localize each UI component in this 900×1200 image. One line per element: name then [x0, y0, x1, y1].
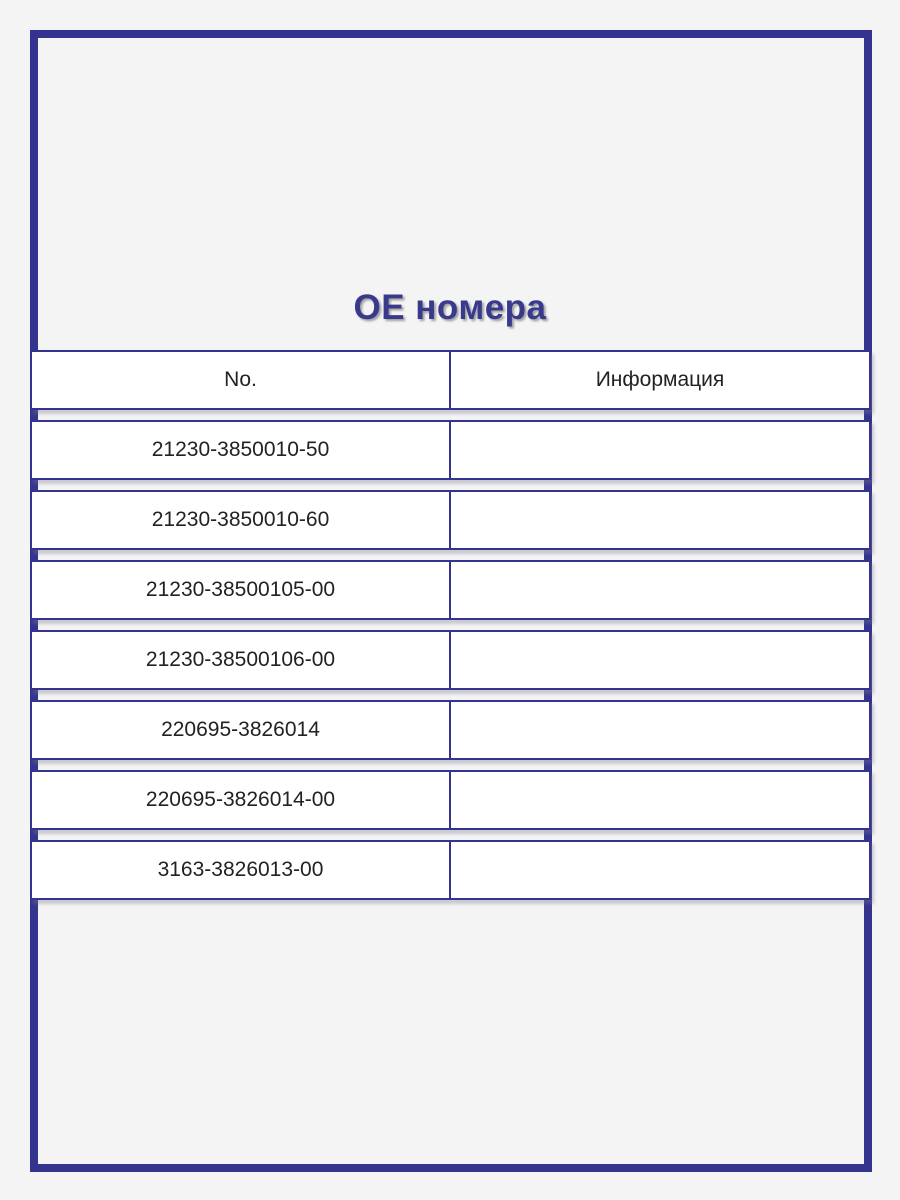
- page-title: OE номера: [353, 288, 547, 327]
- table-row: [30, 770, 871, 830]
- info-cell: [451, 772, 869, 828]
- header-info: Информация: [451, 352, 869, 408]
- oe-number-cell: 21230-3850010-50: [32, 422, 451, 478]
- oe-number-cell: 21230-38500105-00: [32, 562, 451, 618]
- info-cell: [451, 842, 869, 898]
- oe-number-cell: 21230-38500106-00: [32, 632, 451, 688]
- table-row: [30, 840, 871, 900]
- info-cell: [451, 562, 869, 618]
- header-no: No.: [32, 352, 451, 408]
- oe-number-cell: 3163-3826013-00: [32, 842, 451, 898]
- table-row: [30, 560, 871, 620]
- table-row: [30, 630, 871, 690]
- table-row: [30, 490, 871, 550]
- oe-number-cell: 21230-3850010-60: [32, 492, 451, 548]
- info-cell: [451, 702, 869, 758]
- oe-number-cell: 220695-3826014: [32, 702, 451, 758]
- info-cell: [451, 492, 869, 548]
- table-header-row: [30, 350, 871, 410]
- table-row: [30, 700, 871, 760]
- table-row: [30, 420, 871, 480]
- info-cell: [451, 632, 869, 688]
- oe-number-cell: 220695-3826014-00: [32, 772, 451, 828]
- info-cell: [451, 422, 869, 478]
